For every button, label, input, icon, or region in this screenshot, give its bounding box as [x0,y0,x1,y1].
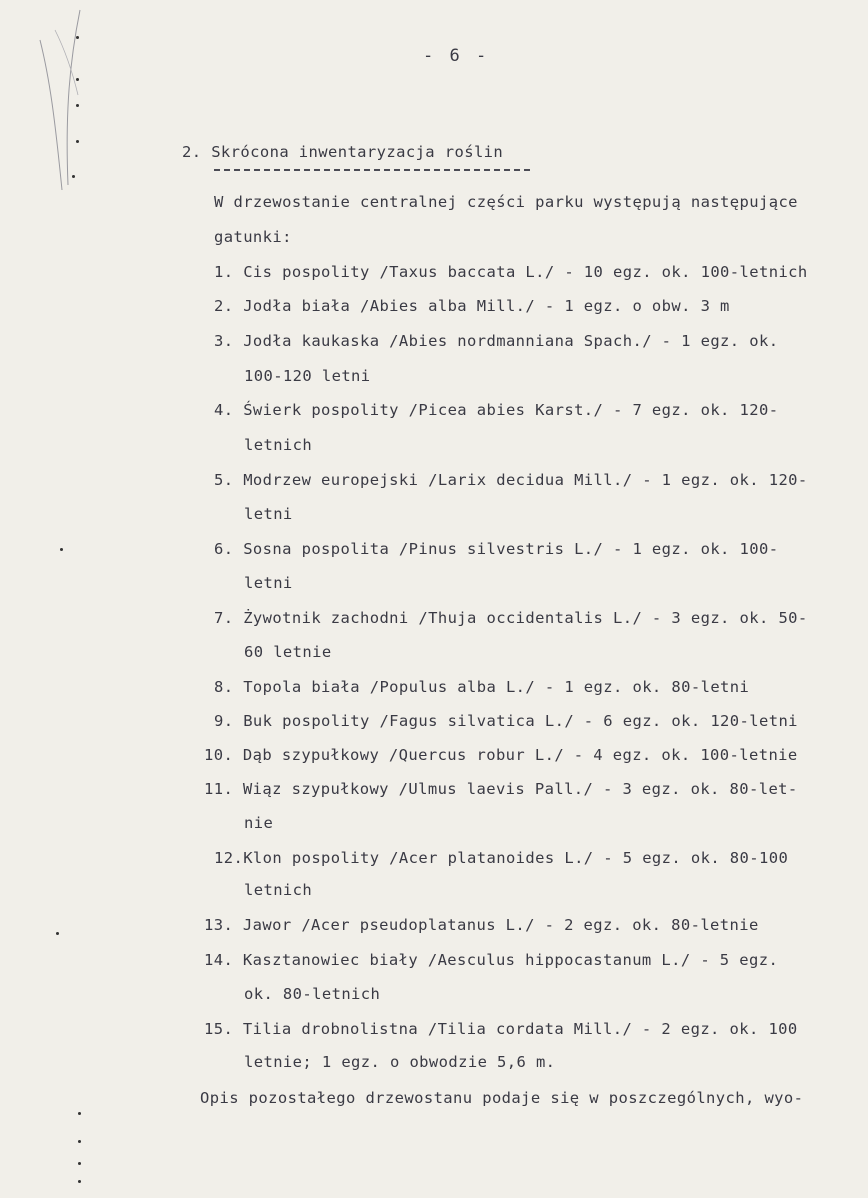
margin-dot [78,1180,81,1183]
margin-pencil-marks [10,0,100,200]
list-item: 8. Topola biała /Populus alba L./ - 1 egz. ok. 80-letni [214,678,750,696]
intro-line: gatunki: [214,228,292,246]
heading-underline [214,169,530,171]
list-item-continuation: letnich [244,881,313,899]
list-item: 14. Kasztanowiec biały /Aesculus hippocastanum L./ - 5 egz. [204,951,779,969]
margin-dot [78,1112,81,1115]
margin-dot [78,1140,81,1143]
list-item-continuation: ok. 80-letnich [244,985,381,1003]
list-item: 1. Cis pospolity /Taxus baccata L./ - 10 egz. ok. 100-letnich [214,263,808,281]
list-item: 12.Klon pospolity /Acer platanoides L./ - 5 egz. ok. 80-100 [214,849,789,867]
list-item-continuation: letnich [244,436,313,454]
list-item-continuation: letnie; 1 egz. o obwodzie 5,6 m. [244,1053,556,1071]
list-item: 5. Modrzew europejski /Larix decidua Mill./ - 1 egz. ok. 120- [214,471,808,489]
list-item: 9. Buk pospolity /Fagus silvatica L./ - 6 egz. ok. 120-letni [214,712,798,730]
list-item: 13. Jawor /Acer pseudoplatanus L./ - 2 egz. ok. 80-letnie [204,916,759,934]
list-item: 4. Świerk pospolity /Picea abies Karst./ - 7 egz. ok. 120- [214,401,779,419]
list-item: 15. Tilia drobnolistna /Tilia cordata Mill./ - 2 egz. ok. 100 [204,1020,798,1038]
list-item-continuation: letni [244,574,293,592]
list-item: 3. Jodła kaukaska /Abies nordmanniana Spach./ - 1 egz. ok. [214,332,779,350]
intro-line: W drzewostanie centralnej części parku występują następujące [214,193,798,211]
margin-dot [76,104,79,107]
list-item: 2. Jodła biała /Abies alba Mill./ - 1 egz. o obw. 3 m [214,297,730,315]
margin-dot [72,175,75,178]
list-item-continuation: 60 letnie [244,643,332,661]
list-item-continuation: letni [244,505,293,523]
margin-dot [76,36,79,39]
page-number: - 6 - [423,46,490,66]
margin-dot [76,140,79,143]
margin-dot [76,78,79,81]
margin-dot [78,1162,81,1165]
list-item: 11. Wiąz szypułkowy /Ulmus laevis Pall./ - 3 egz. ok. 80-let- [204,780,798,798]
list-item-continuation: nie [244,814,274,832]
list-item-continuation: 100-120 letni [244,367,371,385]
list-item: 7. Żywotnik zachodni /Thuja occidentalis L./ - 3 egz. ok. 50- [214,609,808,627]
list-item: 10. Dąb szypułkowy /Quercus robur L./ - 4 egz. ok. 100-letnie [204,746,798,764]
closing-paragraph: Opis pozostałego drzewostanu podaje się w poszczególnych, wyo- [200,1089,804,1107]
margin-dot [56,932,59,935]
margin-dot [60,548,63,551]
list-item: 6. Sosna pospolita /Pinus silvestris L./ - 1 egz. ok. 100- [214,540,779,558]
section-heading: 2. Skrócona inwentaryzacja roślin [182,143,504,161]
